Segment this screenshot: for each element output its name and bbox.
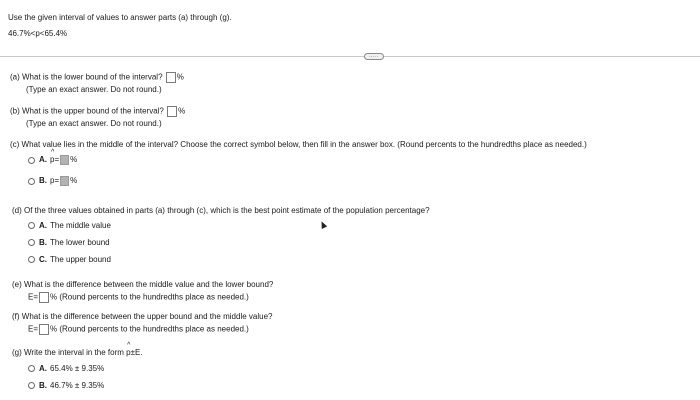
part-c-option-b[interactable]: B. p= % (28, 176, 77, 186)
radio-button[interactable] (28, 178, 35, 185)
radio-button[interactable] (28, 382, 35, 389)
part-a-answer-box[interactable] (166, 72, 176, 83)
part-c-answer-box-b[interactable] (60, 176, 69, 186)
part-e-answer-box[interactable] (39, 292, 49, 303)
part-g-option-a[interactable]: A. 65.4% ± 9.35% (28, 364, 104, 373)
part-e-question: (e) What is the difference between the middle value and the lower bound? (12, 280, 274, 289)
part-e-answer-row: E= % (Round percents to the hundredths place as needed.) (28, 292, 249, 302)
interval-text: 46.7%<p<65.4% (8, 29, 68, 38)
p-symbol: p (50, 176, 55, 186)
radio-button[interactable] (28, 365, 35, 372)
radio-button[interactable] (28, 239, 35, 246)
radio-button[interactable] (28, 157, 35, 164)
part-d-option-a[interactable]: A. The middle value (28, 221, 111, 230)
part-d-option-b[interactable]: B. The lower bound (28, 238, 110, 247)
p-hat-form: ^ p±E. (126, 348, 142, 357)
part-g-question: (g) Write the interval in the form ^ p±E. (12, 348, 143, 357)
part-f-question: (f) What is the difference between the upper bound and the middle value? (12, 312, 273, 321)
part-b-hint: (Type an exact answer. Do not round.) (26, 119, 162, 128)
part-g-option-b[interactable]: B. 46.7% ± 9.35% (28, 381, 104, 390)
radio-button[interactable] (28, 222, 35, 229)
part-f-answer-box[interactable] (39, 324, 49, 335)
part-b-answer-box[interactable] (167, 106, 177, 117)
part-c-question: (c) What value lies in the middle of the interval? Choose the correct symbol below, then fill in the answer box. (Round percents to the hundredths place as needed.) (10, 140, 587, 149)
part-d-option-c[interactable]: C. The upper bound (28, 255, 111, 264)
part-d-question: (d) Of the three values obtained in parts (a) through (c), which is the best point estimate of the population percentage? (12, 206, 430, 215)
part-f-answer-row: E= % (Round percents to the hundredths place as needed.) (28, 324, 249, 334)
part-a-question: (a) What is the lower bound of the interval? % (10, 72, 184, 82)
expand-handle[interactable]: ..... (364, 53, 384, 60)
p-hat-symbol: ^ p (50, 155, 54, 164)
section-divider (0, 56, 700, 57)
part-c-answer-box-a[interactable] (60, 155, 69, 165)
part-b-question: (b) What is the upper bound of the interval? % (10, 106, 186, 116)
radio-button[interactable] (28, 256, 35, 263)
part-c-option-a[interactable]: A.^ p= % (28, 155, 77, 165)
part-a-hint: (Type an exact answer. Do not round.) (26, 85, 162, 94)
mouse-cursor-icon (319, 220, 327, 229)
instruction-text: Use the given interval of values to answer parts (a) through (g). (8, 13, 232, 22)
